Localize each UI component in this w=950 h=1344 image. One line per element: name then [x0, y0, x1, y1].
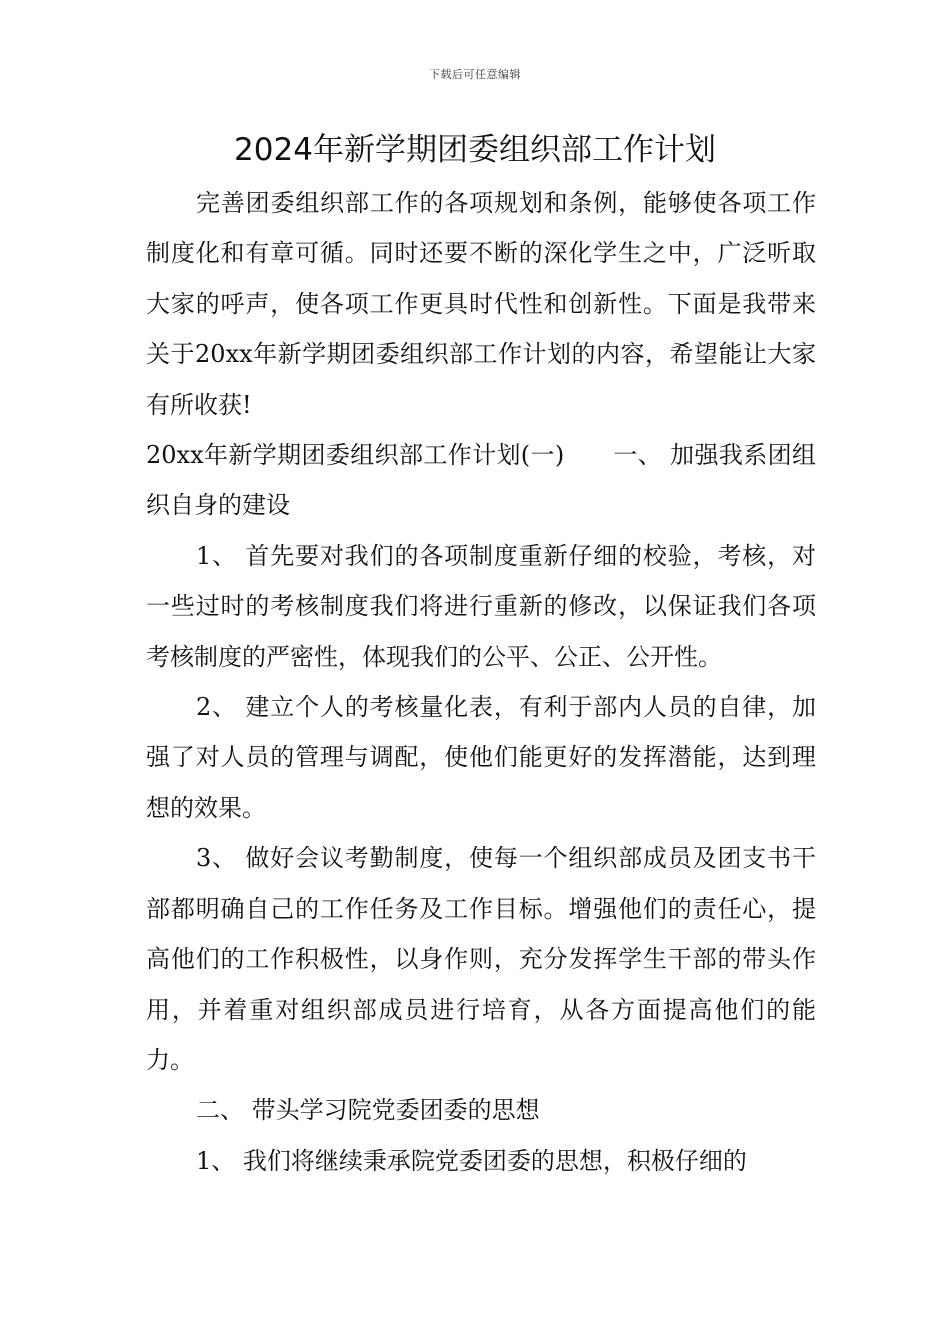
section-2-item-1-paragraph: 1、 我们将继续秉承院党委团委的思想，积极仔细的	[196, 1146, 747, 1175]
item-3-paragraph: 3、 做好会议考勤制度，使每一个组织部成员及团支书干部都明确自己的工作任务及工作目标。增强他们的责任心，提高他们的工作积极性，以身作则，充分发挥学生干部的带头作用，并着重对组织部成员进行培育，从各方面提高他们的能力。	[146, 844, 816, 1074]
intro-paragraph: 完善团委组织部工作的各项规划和条例，能够使各项工作制度化和有章可循。同时还要不断的深化学生之中，广泛听取大家的呼声，使各项工作更具时代性和创新性。下面是我带来关于20xx年新学期团委组织部工作计划的内容，希望能让大家有所收获!	[146, 189, 816, 419]
section-2-heading: 二、 带头学习院党委团委的思想	[196, 1096, 540, 1125]
section-heading-paragraph: 20xx年新学期团委组织部工作计划(一) 一、 加强我系团组织自身的建设	[146, 441, 816, 520]
item-1-paragraph: 1、 首先要对我们的各项制度重新仔细的校验，考核，对一些过时的考核制度我们将进行重新的修改，以保证我们各项考核制度的严密性，体现我们的公平、公正、公开性。	[146, 541, 816, 671]
document-body	[146, 178, 816, 1186]
item-2-paragraph: 2、 建立个人的考核量化表，有利于部内人员的自律，加强了对人员的管理与调配，使他们能更好的发挥潜能，达到理想的效果。	[146, 693, 816, 822]
document-title: 2024年新学期团委组织部工作计划	[234, 132, 716, 168]
header-note: 下载后可任意编辑	[429, 68, 521, 81]
